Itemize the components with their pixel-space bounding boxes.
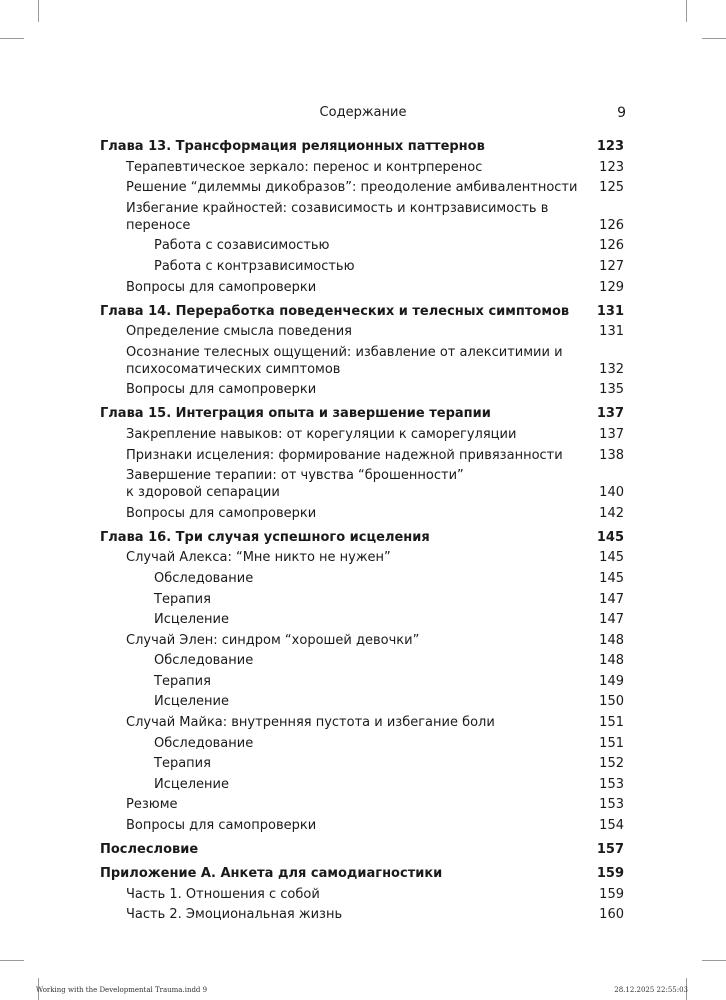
toc-entry-page: 131 xyxy=(599,324,624,340)
toc-entry-title: Вопросы для самопроверки xyxy=(126,818,317,834)
toc-entry-page: 152 xyxy=(599,756,624,772)
toc-entry-page: 148 xyxy=(599,632,624,648)
toc-entry-title: Терапия xyxy=(154,673,211,689)
toc-entry-page: 138 xyxy=(599,447,624,463)
toc-entry-title: Резюме xyxy=(126,797,178,813)
toc-entry-title: Вопросы для самопроверки xyxy=(126,505,317,521)
crop-mark xyxy=(686,0,687,22)
toc-entry-title: Работа с контрзависимостью xyxy=(154,258,355,274)
toc-subsection xyxy=(100,570,624,587)
toc-chapter xyxy=(100,405,624,422)
toc-section xyxy=(100,549,624,566)
toc-entry-page: 145 xyxy=(596,529,624,545)
toc-section xyxy=(100,344,624,378)
toc-entry-title: Вопросы для самопроверки xyxy=(126,279,317,295)
toc-entry-title-line: психосоматических симптомов xyxy=(126,361,341,377)
crop-mark xyxy=(38,0,39,22)
toc-entry-page: 131 xyxy=(596,303,624,319)
toc-entry-page: 160 xyxy=(599,907,624,923)
toc-entry-title: Глава 15. Интеграция опыта и завершение терапии xyxy=(100,406,491,422)
toc-entry-page: 129 xyxy=(599,279,624,295)
toc-entry-title: Вопросы для самопроверки xyxy=(126,382,317,398)
running-head xyxy=(100,104,626,122)
table-of-contents xyxy=(100,138,624,923)
print-footer xyxy=(36,984,688,996)
toc-subsection xyxy=(100,755,624,772)
toc-subsection xyxy=(100,673,624,690)
toc-section xyxy=(100,447,624,464)
crop-mark xyxy=(0,38,24,39)
toc-section xyxy=(100,279,624,296)
toc-entry-title: Исцеление xyxy=(154,612,229,628)
toc-entry-page: 145 xyxy=(599,550,624,566)
toc-entry-page: 159 xyxy=(599,886,624,902)
toc-entry-page: 137 xyxy=(599,426,624,442)
toc-entry-title xyxy=(126,467,584,501)
toc-section xyxy=(100,632,624,649)
toc-entry-page: 123 xyxy=(599,159,624,175)
toc-entry-title: Исцеление xyxy=(154,694,229,710)
toc-entry-page: 137 xyxy=(596,406,624,422)
toc-entry-title: Обследование xyxy=(154,653,254,669)
toc-section xyxy=(100,323,624,340)
toc-entry-page: 140 xyxy=(599,485,624,501)
toc-entry-page: 149 xyxy=(599,673,624,689)
toc-section xyxy=(100,714,624,731)
toc-entry-page: 151 xyxy=(599,735,624,751)
toc-chapter xyxy=(100,841,624,858)
toc-entry-title: Работа с созависимостью xyxy=(154,238,330,254)
toc-entry-page: 142 xyxy=(599,505,624,521)
toc-entry-page: 159 xyxy=(596,866,624,882)
toc-entry-page: 154 xyxy=(599,818,624,834)
toc-entry-title: Терапия xyxy=(154,591,211,607)
toc-subsection xyxy=(100,735,624,752)
toc-entry-title: Глава 14. Переработка поведенческих и телесных симптомов xyxy=(100,303,570,319)
toc-entry-title: Случай Майка: внутренняя пустота и избегание боли xyxy=(126,715,495,731)
toc-entry-title: Терапевтическое зеркало: перенос и контрперенос xyxy=(126,159,483,175)
toc-entry-page: 153 xyxy=(599,797,624,813)
toc-section xyxy=(100,886,624,903)
toc-entry-page: 148 xyxy=(599,653,624,669)
toc-entry-title xyxy=(126,344,584,378)
toc-entry-title: Закрепление навыков: от корегуляции к саморегуляции xyxy=(126,426,517,442)
toc-entry-page: 145 xyxy=(599,570,624,586)
toc-entry-title: Часть 2. Эмоциональная жизнь xyxy=(126,907,343,923)
toc-section xyxy=(100,796,624,813)
toc-section xyxy=(100,817,624,834)
toc-entry-title: Признаки исцеления: формирование надежной привязанности xyxy=(126,447,563,463)
toc-entry-page: 126 xyxy=(599,217,624,233)
toc-subsection xyxy=(100,591,624,608)
toc-entry-page: 135 xyxy=(599,382,624,398)
toc-entry-page: 153 xyxy=(599,776,624,792)
page-number: 9 xyxy=(617,105,626,121)
toc-entry-page: 132 xyxy=(599,361,624,377)
toc-chapter xyxy=(100,303,624,320)
crop-mark xyxy=(702,38,726,39)
toc-section xyxy=(100,200,624,234)
toc-entry-title: Глава 13. Трансформация реляционных паттернов xyxy=(100,139,485,154)
crop-mark xyxy=(0,960,24,961)
file-slug: Working with the Developmental Trauma.indd 9 xyxy=(36,986,208,994)
print-timestamp: 28.12.2025 22:55:03 xyxy=(614,986,688,994)
toc-subsection xyxy=(100,611,624,628)
toc-entry-page: 150 xyxy=(599,694,624,710)
toc-entry-title: Терапия xyxy=(154,756,211,772)
toc-entry-title: Обследование xyxy=(154,570,254,586)
crop-mark xyxy=(702,960,726,961)
toc-entry-page: 127 xyxy=(599,258,624,274)
toc-entry-page: 125 xyxy=(599,180,624,196)
toc-entry-title-line: к здоровой сепарации xyxy=(126,485,280,501)
toc-entry-page: 151 xyxy=(599,715,624,731)
toc-entry-title: Определение смысла поведения xyxy=(126,324,352,340)
toc-chapter xyxy=(100,529,624,546)
toc-entry-title: Решение “дилеммы дикобразов”: преодоление амбивалентности xyxy=(126,180,578,196)
toc-section xyxy=(100,426,624,443)
toc-subsection xyxy=(100,652,624,669)
toc-section xyxy=(100,381,624,398)
toc-entry-title-line: Осознание телесных ощущений: избавление от алекситимии и xyxy=(126,344,563,360)
toc-entry-title: Часть 1. Отношения с собой xyxy=(126,886,320,902)
toc-entry-title: Послесловие xyxy=(100,842,199,858)
toc-subsection xyxy=(100,237,624,254)
toc-entry-title: Обследование xyxy=(154,735,254,751)
toc-entry-title: Случай Элен: синдром “хорошей девочки” xyxy=(126,632,420,648)
page-title: Содержание xyxy=(319,105,407,120)
toc-entry-title: Приложение А. Анкета для самодиагностики xyxy=(100,866,443,882)
toc-entry-title: Избегание крайностей: созависимость и контрзависимость в переносе xyxy=(126,200,549,233)
toc-entry-title: Глава 16. Три случая успешного исцеления xyxy=(100,529,430,545)
toc-section xyxy=(100,159,624,176)
toc-subsection xyxy=(100,776,624,793)
toc-section xyxy=(100,467,624,501)
toc-chapter xyxy=(100,865,624,882)
toc-entry-page: 157 xyxy=(596,842,624,858)
toc-entry-title: Исцеление xyxy=(154,776,229,792)
toc-chapter xyxy=(100,138,624,155)
toc-section xyxy=(100,179,624,196)
toc-subsection xyxy=(100,693,624,710)
toc-entry-page: 123 xyxy=(596,139,624,154)
toc-entry-title-line: Завершение терапии: от чувства “брошенности” xyxy=(126,468,464,484)
toc-section xyxy=(100,505,624,522)
toc-entry-page: 126 xyxy=(599,238,624,254)
toc-entry-page: 147 xyxy=(599,612,624,628)
toc-section xyxy=(100,906,624,923)
toc-entry-title: Случай Алекса: “Мне никто не нужен” xyxy=(126,550,391,566)
toc-entry-page: 147 xyxy=(599,591,624,607)
toc-subsection xyxy=(100,258,624,275)
